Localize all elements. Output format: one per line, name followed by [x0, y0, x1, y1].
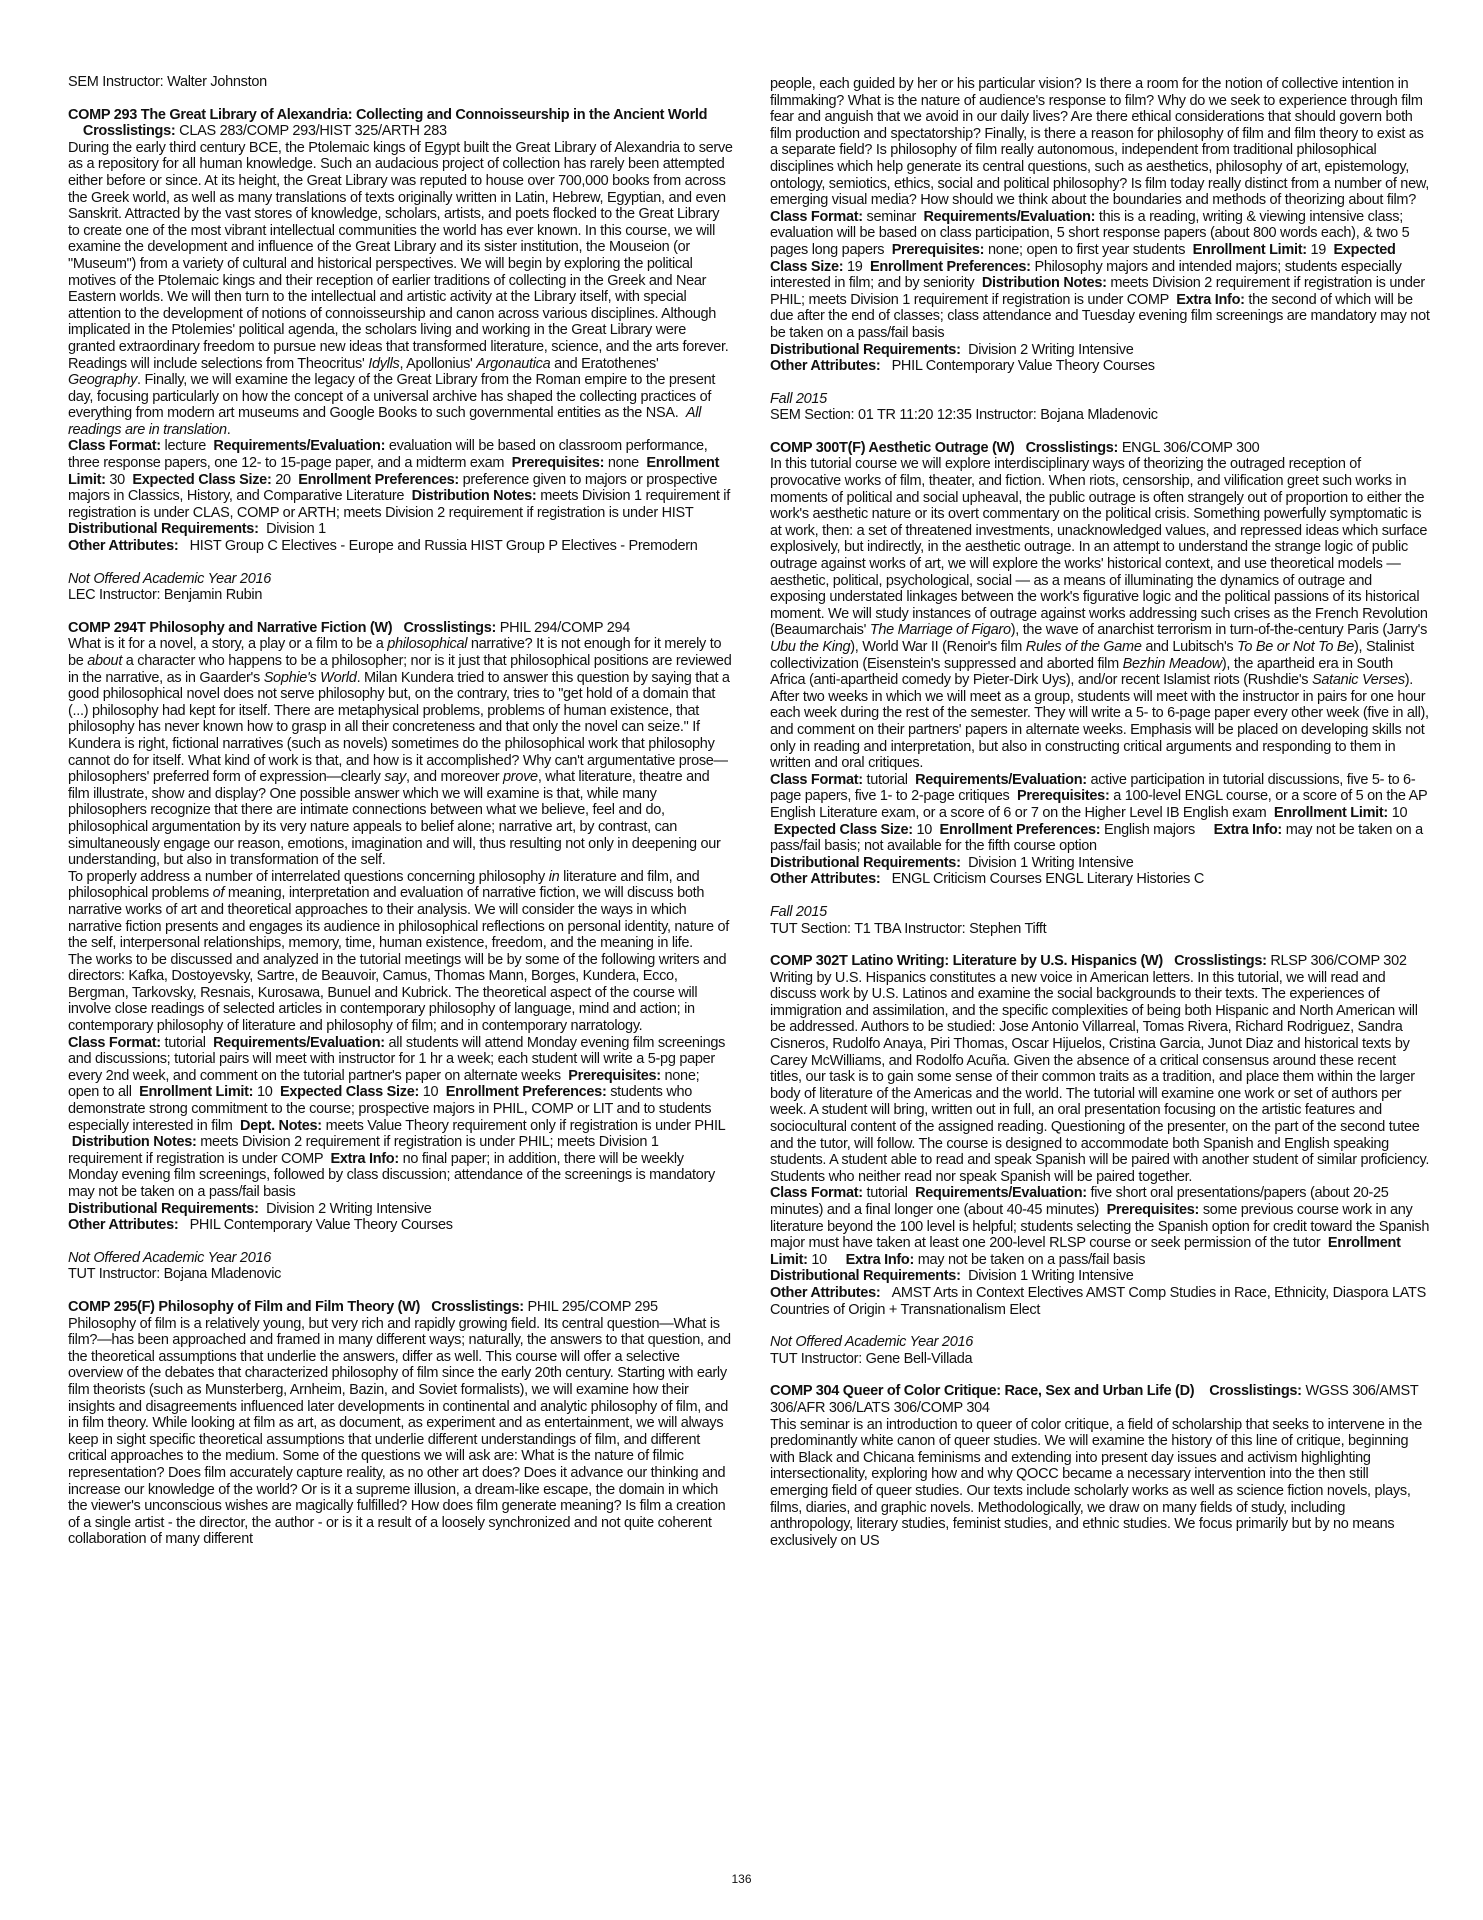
crosslistings: PHIL 294/COMP 294	[499, 619, 631, 636]
section-line: TUT Instructor: Bojana Mladenovic	[68, 1266, 282, 1283]
term: Fall 2015	[770, 903, 827, 920]
section-schedule	[770, 904, 1430, 937]
section-line: SEM Instructor: Walter Johnston	[68, 74, 267, 90]
field-label: Crosslistings:	[1174, 953, 1267, 970]
term: Not Offered Academic Year 2016	[770, 1334, 973, 1351]
other-attributes: Other Attributes: HIST Group C Electives - Europe and Russia HIST Group P Electives - Premodern	[68, 538, 698, 555]
course-description: During the early third century BCE, the Ptolemaic kings of Egypt built the Great Library of Alexandria to serve as a repository for all human knowledge. Such an audacious project of collection has rarely been attempted either before or since. At its height, the Great Library was reputed to house over 700,000 books from across the Greek world, as well as many translations of texts originally written in Latin, Hebrew, Egyptian, and even Sanskrit. Attracted by the vast stores of knowledge, scholars, artists, and poets flocked to the Great Library to create one of the most vibrant intellectual communities the world has ever known. In this course, we will examine the development and influence of the Great Library and its sister institution, the Mouseion (or "Museum") from a variety of cultural and historical perspectives. We will begin by exploring the political motives of the Ptolemaic kings and their reception of earlier traditions of collecting in the Greek and Near Eastern worlds. We will then turn to the intellectual and artistic activity at the Library itself, with special attention to the development of notions of connoisseurship and canon across various disciplines. Although implicated in the Ptolemies' political agenda, the scholars living and working in the Great Library were granted extraordinary freedom to pursue new ideas that transformed literature, science, and the arts forever. Readings will include selections from Theocritus' Idylls, Apollonius' Argonautica and Eratothenes' Geography. Finally, we will examine the legacy of the Great Library from the Roman empire to the present day, focusing particularly on how the concept of a universal archive has shaped the collecting practices of everything from modern art museums and Google Books to such governmental entities as the NSA. All readings are in translation.	[68, 139, 733, 438]
field-label: Crosslistings:	[82, 123, 176, 140]
course-comp-300t	[770, 440, 1430, 888]
other-attributes: Other Attributes: PHIL Contemporary Value Theory Courses	[770, 358, 1155, 375]
course-description: Philosophy of film is a relatively young, but very rich and rapidly growing field. Its central question—What is film?—has been approached and framed in many different ways; naturally, the answers to that question, and the theoretical assumptions that underlie the answers, differ as well. This course will offer a selective overview of the debates that characterized philosophy of film since the early 20th century. Starting with early film theorists (such as Munsterberg, Arnheim, Bazin, and Soviet formalists), we will examine how their insights and disagreements influenced later developments in continental and analytic philosophy of film, and in film theory. While looking at film as art, as document, as experiment and as entertainment, we will always keep in sight specific theoretical assumptions that underlie different understandings of film, and different critical approaches to the medium. Some of the questions we will ask are: What is the nature of filmic representation? Does film accurately capture reality, as no other art does? Does it advance our thinking and increase our knowledge of the world? Or is it a supreme illusion, a dream-like escape, the domain in which the viewer's unconscious wishes are magically fulfilled? How does film generate meaning? Is film a creation of a single artist - the director, the author - or is it a result of a loosely synchronized and not quite coherent collaboration of many different	[68, 1315, 731, 1548]
other-attributes: Other Attributes: ENGL Criticism Courses ENGL Literary Histories C	[770, 871, 1205, 888]
section-schedule	[770, 1334, 1430, 1367]
course-comp-304	[770, 1383, 1430, 1549]
course-details: Class Format: tutorial Requirements/Evaluation: all students will attend Monday evening film screenings and discussions; tutorial pairs will meet with instructor for 1 hr a week; each student will write a 5-pg paper every 2nd week, and comment on the tutorial partner's paper on alternate weeks Prerequisites: none; open to all Enrollment Limit: 10 Expected Class Size: 10 Enrollment Preferences: students who demonstrate strong commitment to the course; prospective majors in PHIL, COMP or LIT and to students especially interested in film Dept. Notes: meets Value Theory requirement only if registration is under PHIL Distribution Notes: meets Division 2 requirement if registration is under PHIL; meets Division 1 requirement if registration is under COMP Extra Info: no final paper; in addition, there will be weekly Monday evening film screenings, followed by class discussion; attendance of the screenings is mandatory may not be taken on a pass/fail basis	[68, 1034, 726, 1200]
course-title: COMP 295(F) Philosophy of Film and Film Theory (W)	[68, 1298, 421, 1315]
course-comp-295f	[68, 1299, 734, 1548]
course-title: COMP 304 Queer of Color Critique: Race, Sex and Urban Life (D)	[770, 1383, 1195, 1400]
distributional-requirements: Distributional Requirements: Division 1	[68, 521, 326, 538]
term: Not Offered Academic Year 2016	[68, 1249, 271, 1266]
field-label: Crosslistings:	[431, 1298, 524, 1315]
course-comp-294t	[68, 620, 734, 1234]
course-details: Class Format: lecture Requirements/Evaluation: evaluation will be based on classroom performance, three response papers, one 12- to 15-page paper, and a midterm exam Prerequisites: none Enrollment Limit: 30 Expected Class Size: 20 Enrollment Preferences: preference given to majors or prospective majors in Classics, History, and Comparative Literature Distribution Notes: meets Division 1 requirement if registration is under CLAS, COMP or ARTH; meets Division 2 requirement if registration is under HIST	[68, 438, 730, 521]
distributional-requirements: Distributional Requirements: Division 1 Writing Intensive	[770, 854, 1134, 871]
page-number: 136	[731, 1872, 752, 1886]
course-description: This seminar is an introduction to queer of color critique, a field of scholarship that seeks to intervene in the predominantly white canon of queer studies. We will examine the history of this line of critique, beginning with Black and Chicana feminisms and extending into present day issues and activism highlighting intersectionality, exploring how and why QOCC became a necessary intervention into the then still emerging field of queer studies. Our texts include scholarly works as well as science fiction novels, plays, films, diaries, and graphic novels. Methodologically, we draw on many fields of study, including anthropology, literary studies, feminist studies, and ethnic studies. We focus primarily but by no means exclusively on US	[770, 1416, 1422, 1549]
course-description: In this tutorial course we will explore interdisciplinary ways of theorizing the outraged reception of provocative works of film, theater, and fiction. When riots, censorship, and vilification greet such works in moments of political and social upheaval, the public outrage is often strangely out of proportion to either the work's aesthetic nature or its overt commentary on the political crisis. Something powerfully symptomatic is at work, then: a set of threatened investments, unacknowledged values, and repressed ideas which surface explosively, but indirectly, in the aesthetic outrage. In an attempt to understand the strange logic of public outrage against works of art, we will explore the works' historical context, and use theoretical models — aesthetic, political, psychological, social — as a means of illuminating the dynamics of outrage and exposing understated linkages between the work's figurative logic and the political passions of its historical moment. We will study instances of outrage against works addressing such crises as the French Revolution (Beaumarchais' The Marriage of Figaro), the wave of anarchist terrorism in turn-of-the-century Paris (Jarry's Ubu the King), World War II (Renoir's film Rules of the Game and Lubitsch's To Be or Not To Be), Stalinist collectivization (Eisenstein's suppressed and aborted film Bezhin Meadow), the apartheid era in South Africa (anti-apartheid comedy by Pieter-Dirk Uys), and/or recent Islamist riots (Rushdie's Satanic Verses). After two weeks in which we will meet as a group, students will meet with the instructor in pairs for one hour each week during the rest of the semester. They will write a 5- to 6-page paper every other week (five in all), and comment on their partners' papers in alternate weeks. Emphasis will be placed on developing skills not only in reading and interpretation, but also in constructing critical arguments and responding to them in written and oral critiques.	[770, 456, 1429, 772]
section-line: LEC Instructor: Benjamin Rubin	[68, 587, 263, 604]
crosslistings: RLSP 306/COMP 302	[1270, 953, 1407, 970]
course-comp-295f-continued	[770, 76, 1430, 375]
distributional-requirements: Distributional Requirements: Division 2 Writing Intensive	[770, 341, 1134, 358]
other-attributes: Other Attributes: AMST Arts in Context Electives AMST Comp Studies in Race, Ethnicity, Diaspora LATS Countries of Origin + Transnationalism Elect	[770, 1284, 1426, 1318]
course-description: To properly address a number of interrelated questions concerning philosophy in literature and film, and philosophical problems of meaning, interpretation and evaluation of narrative fiction, we will discuss both narrative works of art and theoretical approaches to their analysis. We will consider the ways in which narrative fiction presents and engages its audience in philosophical reflections on personal identity, nature of the self, interpersonal relationships, memory, time, human existence, freedom, and the meaning in life.	[68, 868, 729, 952]
distributional-requirements: Distributional Requirements: Division 2 Writing Intensive	[68, 1200, 432, 1217]
course-title: COMP 294T Philosophy and Narrative Fiction (W)	[68, 619, 393, 636]
crosslistings: ENGL 306/COMP 300	[1121, 439, 1260, 456]
course-description: Writing by U.S. Hispanics constitutes a new voice in American letters. In this tutorial, we will read and discuss work by U.S. Latinos and examine the social backgrounds to their texts. The experiences of immigration and assimilation, and the specific complexities of being both Hispanic and North American will be addressed. Authors to be studied: Jose Antonio Villarreal, Tomas Rivera, Richard Rodriguez, Sandra Cisneros, Rudolfo Anaya, Piri Thomas, Oscar Hijuelos, Cristina Garcia, Junot Diaz and historical texts by Carey McWilliams, and Rodolfo Acuña. Given the absence of a critical consensus around these recent titles, our task is to gain some sense of their common traits as a tradition, and place them within the larger body of literature of the Americas and the world. The tutorial will examine one work or set of authors per week. A student will bring, written out in full, an oral presentation focusing on the artistic features and sociocultural content of the assigned reading. Questioning of the presenter, on the part of the second tutee and the tutor, will follow. The course is designed to accommodate both Spanish and English speaking students. A student able to read and speak Spanish will be paired with another student of similar proficiency. Students who neither read nor speak Spanish will be paired together.	[770, 969, 1430, 1185]
course-details: Class Format: tutorial Requirements/Evaluation: active participation in tutorial discussions, five 5- to 6-page papers, five 1- to 2-page critiques Prerequisites: a 100-level ENGL course, or a score of 5 on the AP English Literature exam, or a score of 6 or 7 on the Higher Level IB English exam Enrollment Limit: 10 Expected Class Size: 10 Enrollment Preferences: English majors Extra Info: may not be taken on a pass/fail basis; not available for the fifth course option	[770, 771, 1428, 855]
course-title: COMP 293 The Great Library of Alexandria: Collecting and Connoisseurship in the Ancient World	[68, 106, 708, 123]
right-column	[770, 76, 1430, 1565]
section-schedule	[68, 1250, 734, 1283]
course-description: What is it for a novel, a story, a play or a film to be a philosophical narrative? It is not enough for it merely to be about a character who happens to be a philosopher; nor is it just that philosophical positions are reviewed in the narrative, as in Gaarder's Sophie's World. Milan Kundera tried to answer this question by saying that a good philosophical novel does not serve philosophy but, on the contrary, tries to "get hold of a domain that (...) philosophy had kept for itself. There are metaphysical problems, problems of human existence, that philosophy has never known how to grasp in all their concreteness and that only the novel can seize." If Kundera is right, fictional narratives (such as novels) sometimes do the philosophical work that philosophy cannot do for itself. What kind of work is that, and how is it accomplished? Why can't argumentative prose—philosophers' preferred form of expression—clearly say, and moreover prove, what literature, theatre and film illustrate, show and display? One possible answer which we will examine is that, while many philosophers recognize that there are intimate connections between what we believe, feel and do, philosophical argumentation by its very nature appeals to belief alone; narrative art, by contrast, can simultaneously engage our reason, emotions, imagination and will, thus resulting not only in deepening our understanding, but also in transformation of the self.	[68, 636, 732, 869]
course-title: COMP 302T Latino Writing: Literature by U.S. Hispanics (W)	[770, 953, 1163, 970]
crosslistings: WGSS 306/AMST 306/AFR 306/LATS 306/COMP 304	[770, 1383, 1419, 1416]
field-label: Crosslistings:	[403, 619, 497, 636]
section-header	[68, 74, 734, 91]
left-column	[68, 74, 734, 1564]
section-line: TUT Section: T1 TBA Instructor: Stephen Tifft	[770, 920, 1047, 937]
other-attributes: Other Attributes: PHIL Contemporary Value Theory Courses	[68, 1217, 453, 1234]
course-description: people, each guided by her or his particular vision? Is there a room for the notion of collective intention in filmmaking? What is the nature of audience's response to film? Why do we seek to experience through film fear and anguish that we avoid in our daily lives? Are there ethical considerations that should govern both film production and spectatorship? Finally, is there a reason for philosophy of film and film theory to exist as a separate field? Is philosophy of film really autonomous, independent from traditional philosophical disciplines which help generate its central questions, such as aesthetics, philosophy of art, epistemology, ontology, semiotics, ethics, social and political philosophy? Is film today really distinct from a number of new, emerging visual media? How should we think about the boundaries and methods of theorizing about film?	[770, 76, 1429, 209]
term: Not Offered Academic Year 2016	[68, 570, 271, 587]
crosslistings: CLAS 283/COMP 293/HIST 325/ARTH 283	[179, 123, 447, 140]
distributional-requirements: Distributional Requirements: Division 1 Writing Intensive	[770, 1268, 1134, 1285]
section-line: SEM Section: 01 TR 11:20 12:35 Instructor: Bojana Mladenovic	[770, 407, 1158, 424]
course-comp-302t	[770, 953, 1430, 1318]
course-details: Class Format: seminar Requirements/Evaluation: this is a reading, writing & viewing intensive class; evaluation will be based on class participation, 5 short response papers (about 800 words each), & two 5 pages long papers Prerequisites: none; open to first year students Enrollment Limit: 19 Expected Class Size: 19 Enrollment Preferences: Philosophy majors and intended majors; students especially interested in film; and by seniority Distribution Notes: meets Division 2 requirement if registration is under PHIL; meets Division 1 requirement if registration is under COMP Extra Info: the second of which will be due after the end of classes; class attendance and Tuesday evening film screenings are mandatory may not be taken on a pass/fail basis	[770, 208, 1430, 341]
section-schedule	[770, 391, 1430, 424]
course-comp-293	[68, 107, 734, 555]
crosslistings: PHIL 295/COMP 295	[527, 1298, 658, 1315]
course-description: The works to be discussed and analyzed in the tutorial meetings will be by some of the following writers and directors: Kafka, Dostoyevsky, Sartre, de Beauvoir, Camus, Thomas Mann, Borges, Kundera, Ecco, Bergman, Tarkovsky, Resnais, Kurosawa, Bunuel and Kubrick. The theoretical aspect of the course will involve close readings of selected articles in contemporary philosophy of language, mind and action; in contemporary philosophy of literature and philosophy of film; and in contemporary narratology.	[68, 951, 727, 1035]
course-details: Class Format: tutorial Requirements/Evaluation: five short oral presentations/papers (about 20-25 minutes) and a final longer one (about 40-45 minutes) Prerequisites: some previous course work in any literature beyond the 100 level is helpful; students selecting the Spanish option for credit toward the Spanish major must have taken at least one 200-level RLSP course or seek permission of the tutor Enrollment Limit: 10 Extra Info: may not be taken on a pass/fail basis	[770, 1185, 1430, 1268]
term: Fall 2015	[770, 390, 827, 407]
field-label: Crosslistings:	[1209, 1383, 1302, 1400]
section-line: TUT Instructor: Gene Bell-Villada	[770, 1350, 973, 1367]
course-title: COMP 300T(F) Aesthetic Outrage (W)	[770, 439, 1015, 456]
field-label: Crosslistings:	[1025, 439, 1119, 456]
section-schedule	[68, 571, 734, 604]
